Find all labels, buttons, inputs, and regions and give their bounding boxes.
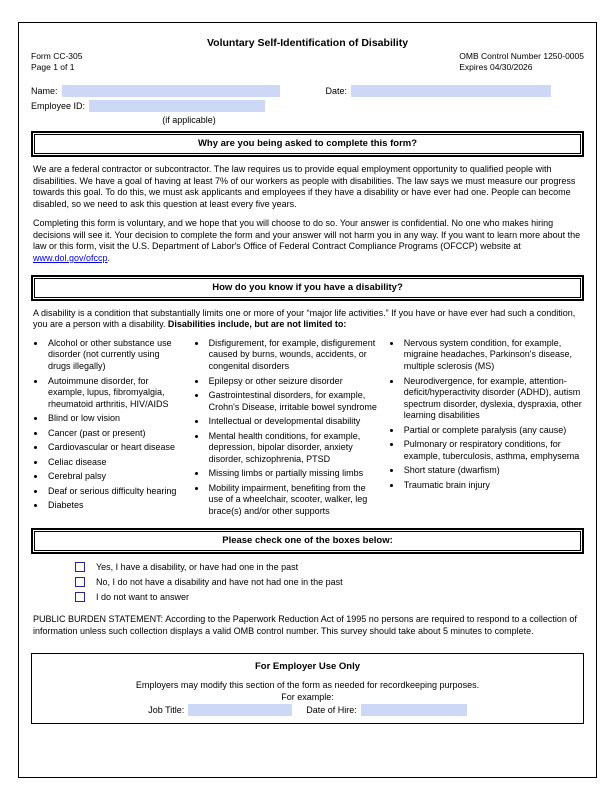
section-header-why-text: Why are you being asked to complete this form? (34, 134, 581, 154)
form-meta-right (459, 51, 584, 73)
disability-column-3 (389, 336, 582, 520)
disability-columns (33, 336, 582, 520)
section-header-check-text: Please check one of the boxes below: (34, 531, 581, 551)
disability-item: • Disfigurement, for example, disfigurement caused by burns, wounds, accidents, or congenital disorders (207, 338, 379, 373)
employee-id-label: Employee ID: (31, 101, 86, 112)
section-header-how (31, 275, 584, 301)
how-intro-paragraph (33, 308, 582, 331)
checkbox-option-row (75, 577, 584, 587)
disability-item: • Cardiovascular or heart disease (46, 442, 182, 454)
employer-for-example: For example: (281, 691, 334, 702)
job-title-input[interactable] (188, 704, 292, 716)
disability-item: • Short stature (dwarfism) (402, 465, 582, 477)
name-label: Name: (31, 86, 58, 97)
expiration-date: Expires 04/30/2026 (459, 62, 533, 73)
employer-section-title: For Employer Use Only (254, 660, 361, 672)
why-paragraph-2-text: Completing this form is voluntary, and we hope that you will choose to do so. Your answer is confidential. No one who makes hiring decisions will see it. Your decision to complete the form and your answer will not harm you in any way. If you want to learn more about the law or this form, visit the U.S. Department of Labor's Office of Federal Contract Compliance Programs (OFCCP) website at (33, 217, 581, 252)
public-burden-statement: PUBLIC BURDEN STATEMENT: According to the Paperwork Reduction Act of 1995 no persons are required to respond to a collection of information unless such collection displays a valid OMB control number. This survey should take about 5 minutes to complete. (33, 614, 577, 636)
checkbox[interactable] (75, 562, 85, 572)
section-header-why (31, 131, 584, 157)
disability-item: • Autoimmune disorder, for example, lupus, fibromyalgia, rheumatoid arthritis, HIV/AIDS (46, 376, 182, 411)
disability-item: • Blind or low vision (46, 413, 182, 425)
disability-item: • Cancer (past or present) (46, 428, 182, 440)
checkbox-option-row (75, 562, 584, 572)
disability-item: • Partial or complete paralysis (any cause) (402, 425, 582, 437)
employer-use-only-section (31, 653, 584, 724)
disability-item: • Pulmonary or respiratory conditions, for example, tuberculosis, asthma, emphysema (402, 439, 582, 462)
job-title-label: Job Title: (148, 704, 185, 715)
form-document (18, 22, 597, 778)
disability-item: • Celiac disease (46, 457, 182, 469)
omb-control-number: OMB Control Number 1250-0005 (459, 51, 584, 61)
form-number: Form CC-305 (31, 51, 83, 61)
employer-fields-row (40, 704, 575, 716)
disability-item: • Cerebral palsy (46, 471, 182, 483)
page-info: Page 1 of 1 (31, 62, 75, 73)
checkbox[interactable] (75, 592, 85, 602)
why-paragraph-2-period: . (107, 252, 111, 263)
employer-note: Employers may modify this section of the form as needed for recordkeeping purposes. (135, 679, 480, 690)
date-of-hire-input[interactable] (361, 704, 467, 716)
disability-item: • Traumatic brain injury (402, 480, 582, 492)
checkbox-label: Yes, I have a disability, or have had one in the past (96, 562, 299, 573)
checkbox-option-row (75, 592, 584, 602)
checkbox-label: No, I do not have a disability and have not had one in the past (96, 577, 343, 588)
disability-item: • Missing limbs or partially missing limbs (207, 468, 379, 480)
disability-column-2 (194, 336, 379, 520)
disability-item: • Deaf or serious difficulty hearing (46, 486, 182, 498)
checkbox-options (75, 562, 584, 602)
disability-item: • Alcohol or other substance use disorder (not currently using drugs illegally) (46, 338, 182, 373)
disability-column-1 (33, 336, 182, 520)
checkbox-label: I do not want to answer (96, 592, 190, 603)
disability-list-col2 (194, 338, 379, 517)
disability-item: • Epilepsy or other seizure disorder (207, 376, 379, 388)
disability-item: • Nervous system condition, for example, migraine headaches, Parkinson's disease, multiple sclerosis (MS) (402, 338, 582, 373)
disability-item: • Diabetes (46, 500, 182, 512)
how-intro-regular: A disability is a condition that substantially limits one or more of your “major life activities.” If you have or have ever had such a condition, you are a person with a disability. (33, 307, 576, 330)
date-of-hire-label: Date of Hire: (306, 704, 357, 715)
disability-item: • Gastrointestinal disorders, for example, Crohn's Disease, irritable bowel syndrome (207, 390, 379, 413)
disability-item: • Mental health conditions, for example, depression, bipolar disorder, anxiety disorder, schizophrenia, PTSD (207, 431, 379, 466)
date-input[interactable] (351, 85, 551, 97)
identification-fields (31, 85, 584, 125)
section-header-how-text: How do you know if you have a disability? (34, 278, 581, 298)
form-title: Voluntary Self-Identification of Disability (206, 37, 409, 49)
section-header-check (31, 528, 584, 554)
why-paragraph-2 (33, 218, 582, 265)
disability-list-col3 (389, 338, 582, 491)
date-label: Date: (325, 86, 348, 97)
disability-item: • Neurodivergence, for example, attention-deficit/hyperactivity disorder (ADHD), autism spectrum disorder, dyslexia, dyspraxia, other learning disabilities (402, 376, 582, 422)
employee-id-input[interactable] (89, 100, 265, 112)
disability-item: • Intellectual or developmental disability (207, 416, 379, 428)
how-intro-bold: Disabilities include, but are not limited to: (167, 319, 347, 330)
if-applicable-note: (if applicable) (162, 115, 216, 126)
ofccp-link[interactable]: www.dol.gov/ofccp (33, 252, 108, 263)
name-input[interactable] (62, 85, 280, 97)
form-meta-left (31, 51, 82, 73)
disability-item: • Mobility impairment, benefiting from the use of a wheelchair, scooter, walker, leg brace(s) and/or other supports (207, 483, 379, 518)
checkbox[interactable] (75, 577, 85, 587)
disability-list-col1 (33, 338, 182, 512)
why-paragraph-1: We are a federal contractor or subcontractor. The law requires us to provide equal employment opportunity to qualified people with disabilities. We have a goal of having at least 7% of our workers as people with disabilities. The law says we must measure our progress towards this goal. To do this, we must ask applicants and employees if they have a disability or have ever had one. People can become disabled, so we need to ask this question at least every five years. (33, 164, 576, 210)
form-meta (31, 51, 584, 73)
